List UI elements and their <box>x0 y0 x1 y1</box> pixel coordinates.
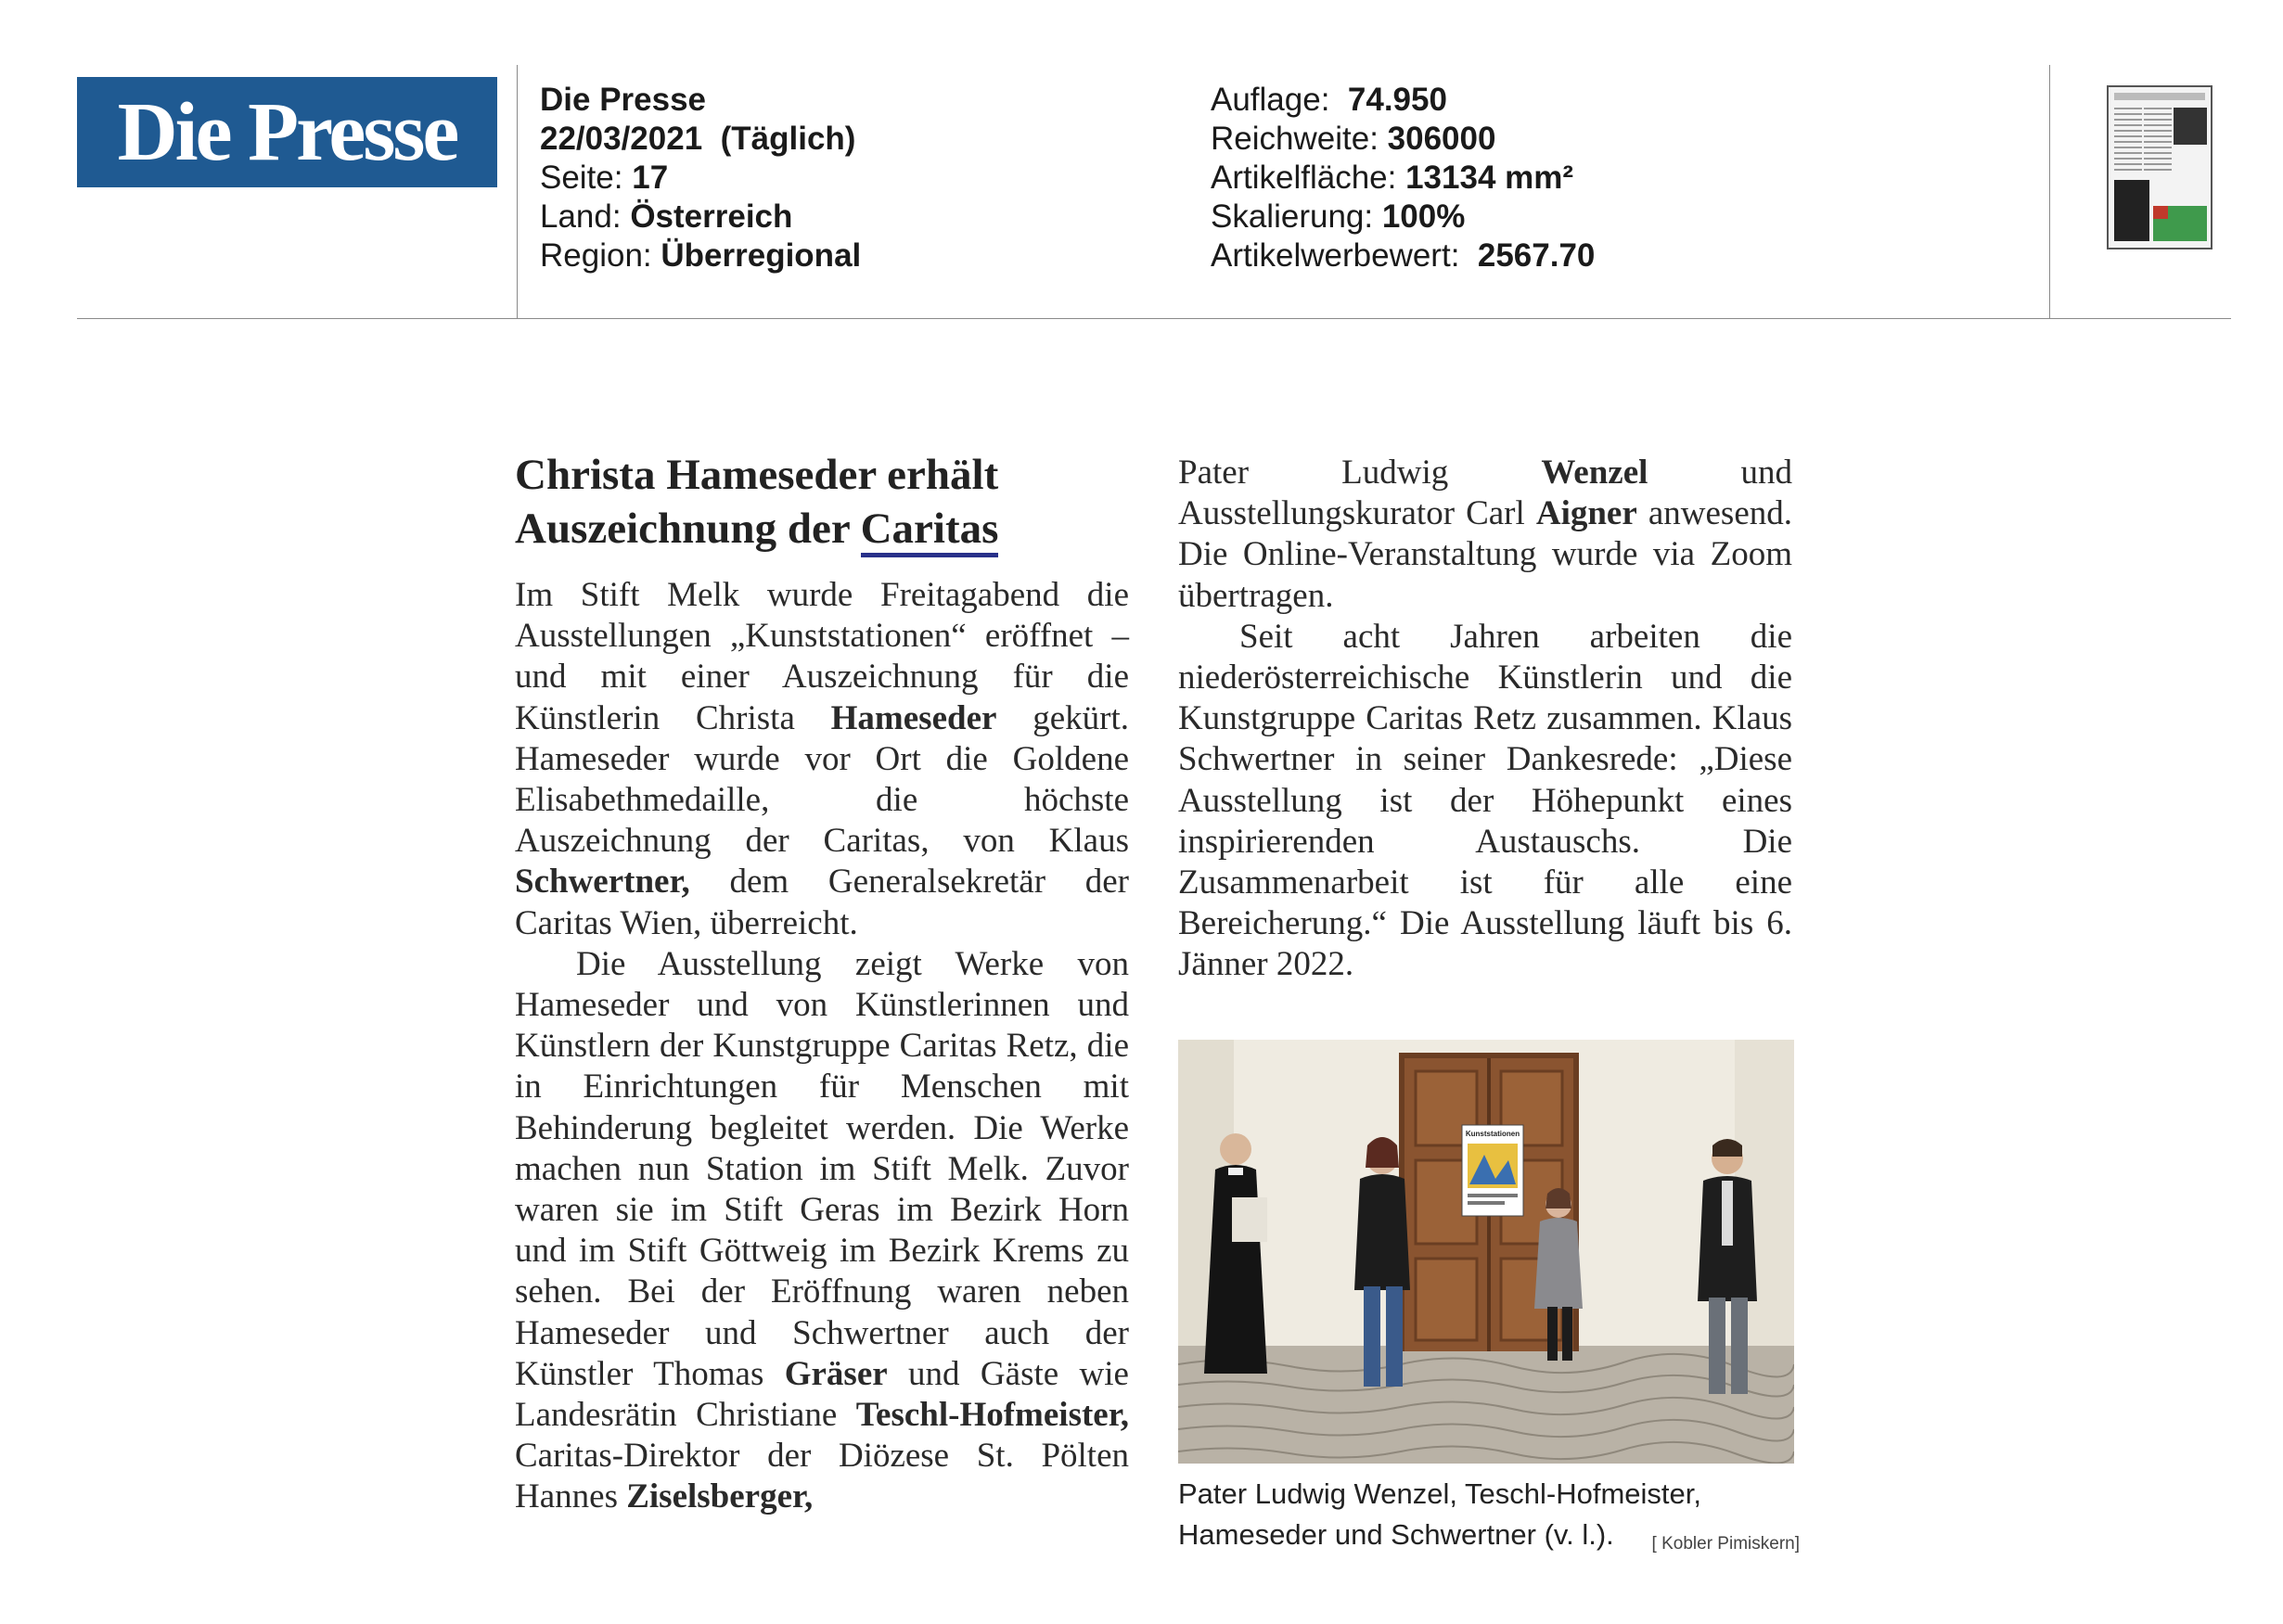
meta-row: Auflage: 74.950 <box>1211 82 1447 118</box>
paragraph <box>1178 617 1792 986</box>
text-run: Seit acht Jahren arbeiten die niederösterreichische Künstlerin und die Kunstgruppe Caritas Retz zusammen. Klaus Schwertner in seiner Dankesrede: „Diese Ausstellung ist der Höhepunkt eines inspirierenden Austauschs. Die Zusammenarbeit ist für alle eine Bereicherung.“ Die Ausstellung läuft bis 6. Jänner 2022. <box>1178 617 1792 984</box>
text-run: Im Stift Melk wurde Freitagabend die Ausstellungen „Kunststationen“ eröffnet – und mit einer Auszeichnung für die Künstlerin Christa <box>515 576 1129 737</box>
page-thumbnail[interactable] <box>2107 85 2212 249</box>
paragraph <box>515 944 1129 1518</box>
thumbnail-image <box>2174 108 2207 145</box>
caption-text: Pater Ludwig Wenzel, Teschl-Hofmeister, Hameseder und Schwertner (v. l.). <box>1178 1477 1701 1551</box>
header-divider-left <box>517 65 518 318</box>
page-number: 17 <box>632 160 669 196</box>
article-stats <box>1211 81 1595 275</box>
die-presse-logo: Die Presse <box>77 77 497 187</box>
photo-illustration <box>1178 1040 1794 1464</box>
article-column-right <box>1178 453 1792 986</box>
ad-value: 2567.70 <box>1477 237 1596 274</box>
meta-row: Artikelfläche: 13134 mm² <box>1211 160 1574 196</box>
bold-name: Wenzel <box>1541 454 1648 492</box>
article-area: 13134 mm² <box>1405 160 1574 196</box>
reach: 306000 <box>1387 121 1496 157</box>
circulation: 74.950 <box>1347 82 1447 118</box>
bold-name: Gräser <box>784 1354 888 1393</box>
publication-meta <box>540 81 861 275</box>
bold-name: Teschl-Hofmeister, <box>855 1396 1129 1435</box>
poster-title: Kunststationen <box>1465 1130 1520 1138</box>
text-run: Caritas-Direktor der Diözese St. Pölten Hannes <box>515 1437 1129 1516</box>
headline-line-2: Auszeichnung der Caritas <box>515 502 1127 556</box>
thumbnail-text-column <box>2114 108 2142 173</box>
thumbnail-header <box>2114 93 2205 100</box>
country: Österreich <box>630 198 793 235</box>
paragraph <box>1178 453 1792 617</box>
text-run: anwesend. Die Online-Veranstaltung wurde via Zoom übertragen. <box>1178 494 1792 615</box>
bold-name: Ziselsberger, <box>626 1477 814 1516</box>
region: Überregional <box>661 237 862 274</box>
paragraph <box>515 575 1129 944</box>
meta-row <box>540 81 861 120</box>
text-run: und Ausstellungskurator Carl <box>1178 454 1792 533</box>
text-run: und Gäste wie Landesrätin Christiane <box>515 1354 1129 1435</box>
header-divider-right <box>2049 65 2050 318</box>
bold-name: Schwertner, <box>515 863 690 902</box>
text-run: dem Generalsekretär der Caritas Wien, überreicht. <box>515 863 1129 942</box>
thumbnail-dark-block <box>2114 180 2149 241</box>
meta-row: Artikelwerbewert: 2567.70 <box>1211 237 1596 274</box>
bold-name: Hameseder <box>830 698 997 737</box>
article-photo <box>1178 1040 1794 1464</box>
photo-caption <box>1178 1474 1800 1565</box>
article-column-left <box>515 575 1129 1518</box>
header-rule <box>77 318 2231 319</box>
publication-name: Die Presse <box>540 82 707 118</box>
meta-row: Reichweite: 306000 <box>1211 121 1496 157</box>
caritas-link[interactable]: Caritas <box>861 505 999 557</box>
headline-line-1: Christa Hameseder erhält <box>515 451 999 499</box>
thumbnail-text-column <box>2144 108 2172 173</box>
text-run: Die Ausstellung zeigt Werke von Hameseder und von Künstlerinnen und Künstlern der Kunstgruppe Caritas Retz, die in Einrichtungen für Menschen mit Behinderung begleitet werden. Die Werke machen nun Station im Stift Melk. Zuvor waren sie im Stift Geras im Bezirk Horn und im Stift Göttweig im Bezirk Krems zu sehen. Bei der Eröffnung waren neben Hameseder und Schwertner auch der Künstler Thomas <box>515 944 1129 1393</box>
text-run: Pater Ludwig <box>1178 454 1542 492</box>
meta-row: Seite: 17 <box>540 160 669 196</box>
bold-name: Aigner <box>1535 494 1637 533</box>
photo-credit: [ Kobler Pimiskern] <box>1651 1534 1800 1554</box>
thumbnail-red-block <box>2153 206 2168 219</box>
scaling: 100% <box>1381 198 1466 235</box>
meta-row: Skalierung: 100% <box>1211 198 1466 235</box>
meta-row <box>540 120 861 159</box>
article-headline <box>515 448 1127 556</box>
text-run: gekürt. Hameseder wurde vor Ort die Goldene Elisabethmedaille, die höchste Auszeichnung der Caritas, von Klaus <box>515 698 1129 861</box>
publication-date: 22/03/2021 (Täglich) <box>540 121 856 157</box>
meta-row: Land: Österreich <box>540 198 793 235</box>
meta-row: Region: Überregional <box>540 237 862 274</box>
